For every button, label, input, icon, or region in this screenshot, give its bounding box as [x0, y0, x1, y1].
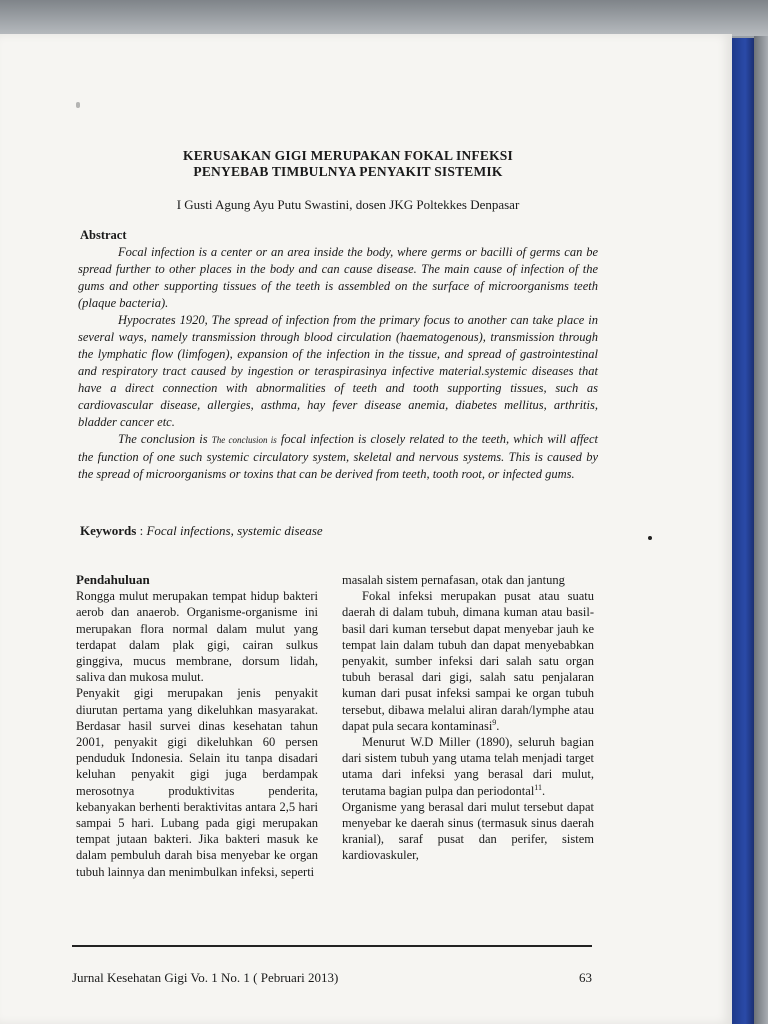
- citation-11: 11: [534, 782, 542, 792]
- left-paragraph-2: Penyakit gigi merupakan jenis penyakit diurutan pertama yang dikeluhkan masyarakat. Berdasar hasil survei dinas kesehatan tahun 2001, penyakit gigi dikeluhkan 60 persen penduduk Indonesia. Selain itu tanpa disadari keluhan penyakit gigi juga berdampak merosotnya produktivitas penderita, kebanyakan berhenti beraktivitas antara 2,5 hari sampai 5 hari. Lubang pada gigi merupakan tempat jutaan bakteri. Jika bakteri masuk ke dalam pembuluh darah bisa menyebar ke organ tubuh lainnya dan menimbulkan infeksi, seperti: [76, 686, 318, 879]
- right-paragraph-1: masalah sistem pernafasan, otak dan jantung: [342, 573, 565, 587]
- right-p3-end: .: [542, 783, 546, 798]
- abstract-p3-start: The conclusion is: [118, 432, 212, 446]
- scan-dot: [648, 536, 652, 540]
- left-column: [76, 572, 318, 880]
- keywords-separator: :: [136, 523, 147, 538]
- abstract-body: [78, 244, 598, 483]
- right-p2-end: .: [496, 718, 500, 733]
- article-title: [80, 148, 616, 180]
- keywords-value: Focal infections, systemic disease: [146, 523, 323, 538]
- scanner-edge: [754, 36, 768, 1024]
- abstract-paragraph-2: Hypocrates 1920, The spread of infection from the primary focus to another can take place in several ways, namely transmission through blood circulation (haematogenous), transmission through the lymphatic flow (limfogen), expansion of the infection in the tissue, and spread of gastrointestinal and respiratory tract caused by ingestion or teraspirasinya infective material.systemic diseases that have a direct connection with abnormalities of teeth and tooth supporting tissues, such as cardiovascular disease, allergies, asthma, hay fever disease anemia, diabetes mellitus, arthritis, bladder cancer etc.: [78, 313, 598, 429]
- abstract-paragraph-1: Focal infection is a center or an area inside the body, where germs or bacilli of germs can be spread further to other places in the body and can cause disease. The main cause of infection of the gums and other supporting tissues of the teeth is assembled on the surface of microorganisms teeth (plaque bacteria).: [78, 245, 598, 310]
- abstract-heading: Abstract: [80, 228, 127, 242]
- right-p2-text: Fokal infeksi merupakan pusat atau suatu daerah di dalam tubuh, dimana kuman atau basil-basil dari kuman tersebut dapat menyebar jauh ke tempat lain dalam tubuh dan dapat menyebabkan penyakit, sumber infeksi dari salah satu organ tubuh berasal dari gigi, salah satu penjalaran kuman dari pusat infeksi sampai ke organ tubuh tersebut, dibawa melalui aliran darah/lymphe atau dapat pula secara kontaminasi: [342, 589, 594, 733]
- right-paragraph-4: Organisme yang berasal dari mulut tersebut dapat menyebar ke daerah sinus (termasuk sinus daerah kranial), saraf pusat dan perifer, sistem kardiovaskuler,: [342, 799, 594, 863]
- keywords-label: Keywords: [80, 523, 137, 538]
- right-column: [342, 572, 594, 864]
- abstract-p3-rest: focal infection is closely related to the teeth, which will affect the function of one such systemic circulatory system, skeletal and nervous systems. This is caused by the spread of microorganisms or toxins that can be derived from teeth, tooth root, or infected gums.: [78, 432, 598, 481]
- left-paragraph-1: Rongga mulut merupakan tempat hidup bakteri aerob dan anaerob. Organisme-organisme ini merupakan flora normal dalam mulut yang terdapat dalam plak gigi, cairan sulkus ginggiva, mucus membrane, dorsum lidah, saliva dan mukosa mulut.: [76, 589, 318, 685]
- scanner-background: [0, 0, 768, 36]
- section-heading: Pendahuluan: [76, 572, 150, 587]
- author-line: I Gusti Agung Ayu Putu Swastini, dosen JKG Poltekkes Denpasar: [176, 197, 520, 212]
- right-paragraph-2: [342, 588, 594, 734]
- right-paragraph-3: [342, 734, 594, 799]
- right-p3-text: Menurut W.D Miller (1890), seluruh bagian dari sistem tubuh yang utama telah menjadi target utama dari infeksi yang berasal dari mulut, terutama bagian pulpa dan periodontal: [342, 735, 594, 798]
- scan-smudge: [76, 102, 80, 108]
- title-line-2: PENYEBAB TIMBULNYA PENYAKIT SISTEMIK: [193, 164, 503, 179]
- page-number: 63: [579, 970, 592, 985]
- book-spine: [732, 38, 754, 1024]
- journal-citation: Jurnal Kesehatan Gigi Vo. 1 No. 1 ( Pebruari 2013): [72, 970, 339, 985]
- footer-rule: [72, 945, 592, 947]
- citation-9: 9: [492, 717, 497, 727]
- keywords-line: [80, 523, 323, 539]
- abstract-p3-small: The conclusion is: [211, 435, 277, 445]
- title-line-1: KERUSAKAN GIGI MERUPAKAN FOKAL INFEKSI: [183, 148, 513, 163]
- abstract-paragraph-3: [78, 431, 598, 483]
